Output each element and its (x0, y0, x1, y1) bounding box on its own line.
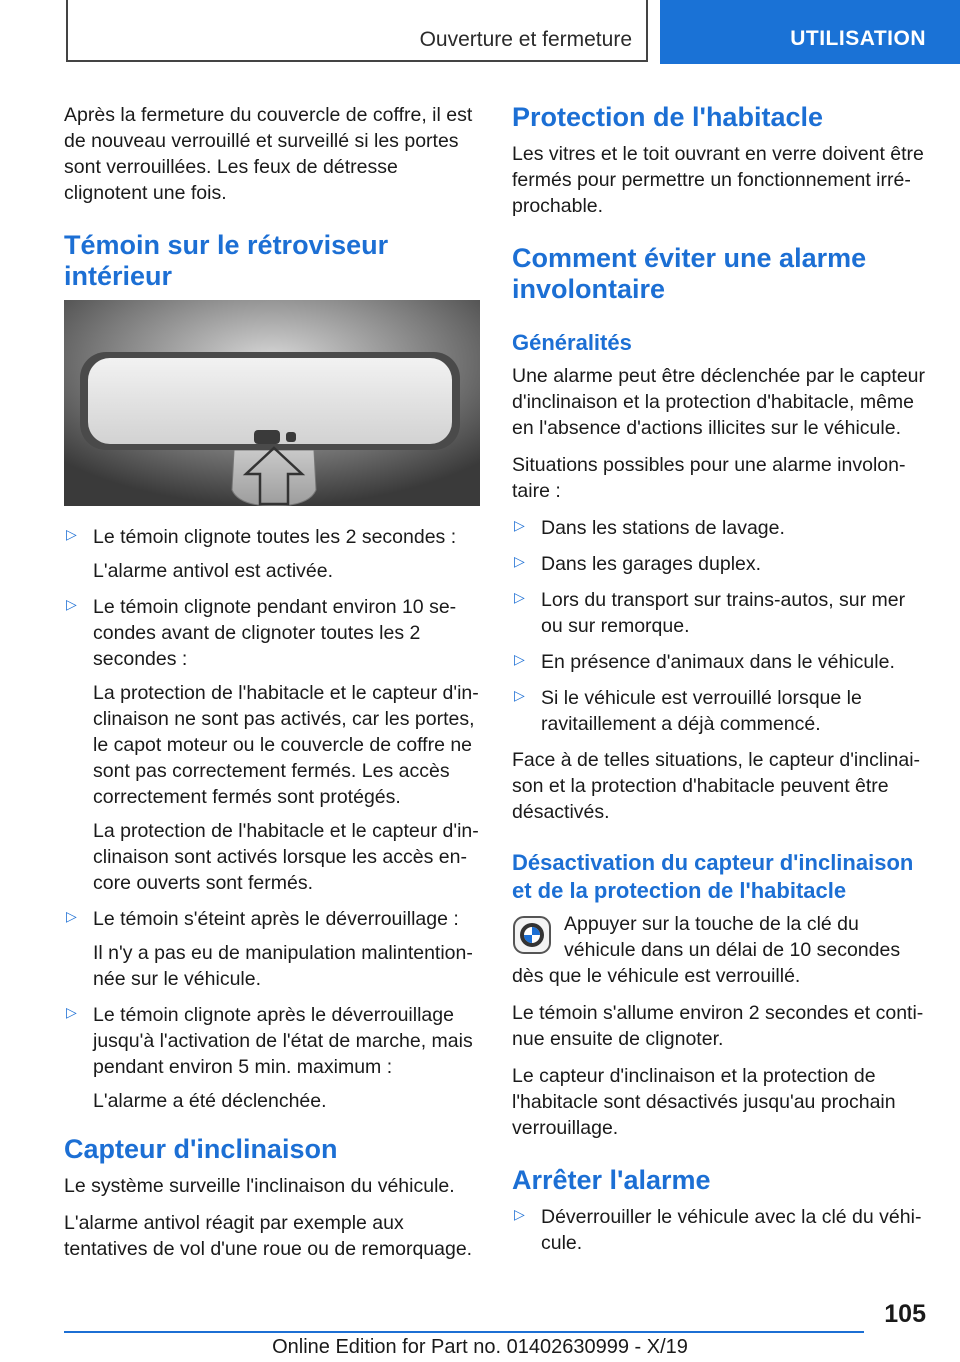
heading-arreter: Arrêter l'alarme (512, 1165, 711, 1195)
desactivation-paragraph-1: Appuyer sur la touche de la clé du véhicule dans un délai de 10 secondes dès que le véhicule est verrouillé. (512, 913, 901, 987)
left-column (64, 100, 480, 1273)
triangle-bullet-icon: ▷ (66, 908, 77, 924)
list-item: ▷ Le témoin clignote toutes les 2 secondes : L'alarme antivol est activée. (66, 526, 457, 582)
capteur-paragraph-2: L'alarme antivol réagit par exemple aux tentatives de vol d'une roue ou de remorquage. (64, 1212, 473, 1260)
header-chapter-title: UTILISATION (790, 27, 926, 50)
triangle-bullet-icon: ▷ (66, 596, 77, 612)
header-chapter-tab (660, 0, 960, 64)
footer-divider (64, 1331, 864, 1333)
page-number: 105 (884, 1300, 926, 1328)
triangle-bullet-icon: ▷ (514, 687, 525, 703)
triangle-bullet-icon: ▷ (66, 526, 77, 542)
heading-generalites: Généralités (512, 330, 632, 355)
header-section-box (66, 0, 648, 62)
list-item: ▷ Dans les garages duplex. (514, 553, 762, 575)
triangle-bullet-icon: ▷ (514, 651, 525, 667)
list-item: ▷ Le témoin s'éteint après le déverrouillage : Il n'y a pas eu de manipulation malintentionnée sur le véhicule. (66, 908, 473, 990)
list-item: ▷ Le témoin clignote après le déverrouillage jusqu'à l'activation de l'état de marche, mais pendant environ 5 min. maximum : L'alarme a été déclenchée. (66, 1004, 473, 1112)
list-item: ▷ Dans les stations de lavage. (514, 517, 785, 539)
temoin-list (64, 524, 480, 1114)
heading-temoin: Témoin sur le rétroviseur intérieur (64, 230, 389, 291)
protection-paragraph: Les vitres et le toit ouvrant en verre doivent être fermés pour permettre un fonctionnement irréprochable. (512, 143, 924, 217)
bmw-key-icon (512, 915, 552, 955)
list-item: ▷ En présence d'animaux dans le véhicule. (514, 651, 895, 673)
desactivation-paragraph-2: Le témoin s'allume environ 2 secondes et continue ensuite de clignoter. (512, 1002, 924, 1050)
heading-capteur: Capteur d'inclinaison (64, 1134, 338, 1164)
right-column (512, 100, 928, 1266)
list-item: ▷ Lors du transport sur trains-autos, sur mer ou sur remorque. (514, 589, 906, 637)
generalites-paragraph-2: Situations possibles pour une alarme involontaire : (512, 454, 906, 502)
intro-paragraph: Après la fermeture du couvercle de coffre, il est de nouveau verrouillé et surveillé si les portes sont verrouillées. Les feux de détresse clignotent une fois. (64, 104, 473, 204)
list-item: ▷ Si le véhicule est verrouillé lorsque le ravitaillement a déjà commencé. (514, 687, 862, 735)
list-item: ▷ Le témoin clignote pendant environ 10 secondes avant de clignoter toutes les 2 secondes : La protection de l'habitacle et le capteur d'inclinaison ne sont pas activés, car les portes, le capot moteur ou le couvercle de coffre ne sont pas correctement fermés. Les accès correctement fermés sont protégés. La protection de l'habitacle et le capteur d'inclinaison sont activés lorsque les accès encore ouverts sont fermés. (66, 596, 479, 894)
triangle-bullet-icon: ▷ (66, 1004, 77, 1020)
heading-protection: Protection de l'habitacle (512, 102, 823, 132)
triangle-bullet-icon: ▷ (514, 589, 525, 605)
triangle-bullet-icon: ▷ (514, 1206, 525, 1222)
triangle-bullet-icon: ▷ (514, 553, 525, 569)
generalites-paragraph-1: Une alarme peut être déclenchée par le capteur d'inclinaison et la protection d'habitacle, même en l'absence d'actions illicites sur le véhicule. (512, 365, 926, 439)
generalites-paragraph-3: Face à de telles situations, le capteur d'inclinaison et la protection d'habitacle peuvent être désactivés. (512, 749, 921, 823)
heading-eviter: Comment éviter une alarme involontaire (512, 243, 867, 304)
heading-desactivation: Désactivation du capteur d'inclinaison et de la protection de l'habitacle (512, 850, 914, 903)
footer-edition: Online Edition for Part no. 01402630999 - X/19 (272, 1336, 688, 1358)
capteur-paragraph-1: Le système surveille l'inclinaison du véhicule. (64, 1175, 455, 1197)
header-section-title: Ouverture et fermeture (419, 28, 632, 51)
list-item: ▷ Déverrouiller le véhicule avec la clé du véhicule. (514, 1206, 922, 1254)
triangle-bullet-icon: ▷ (514, 517, 525, 533)
arreter-list (512, 1204, 928, 1256)
situations-list (512, 515, 928, 737)
desactivation-paragraph-3: Le capteur d'inclinaison et la protection de l'habitacle sont désactivés jusqu'au prochain verrouillage. (512, 1065, 896, 1139)
key-instruction (512, 911, 928, 989)
rearview-mirror-image (64, 300, 480, 506)
